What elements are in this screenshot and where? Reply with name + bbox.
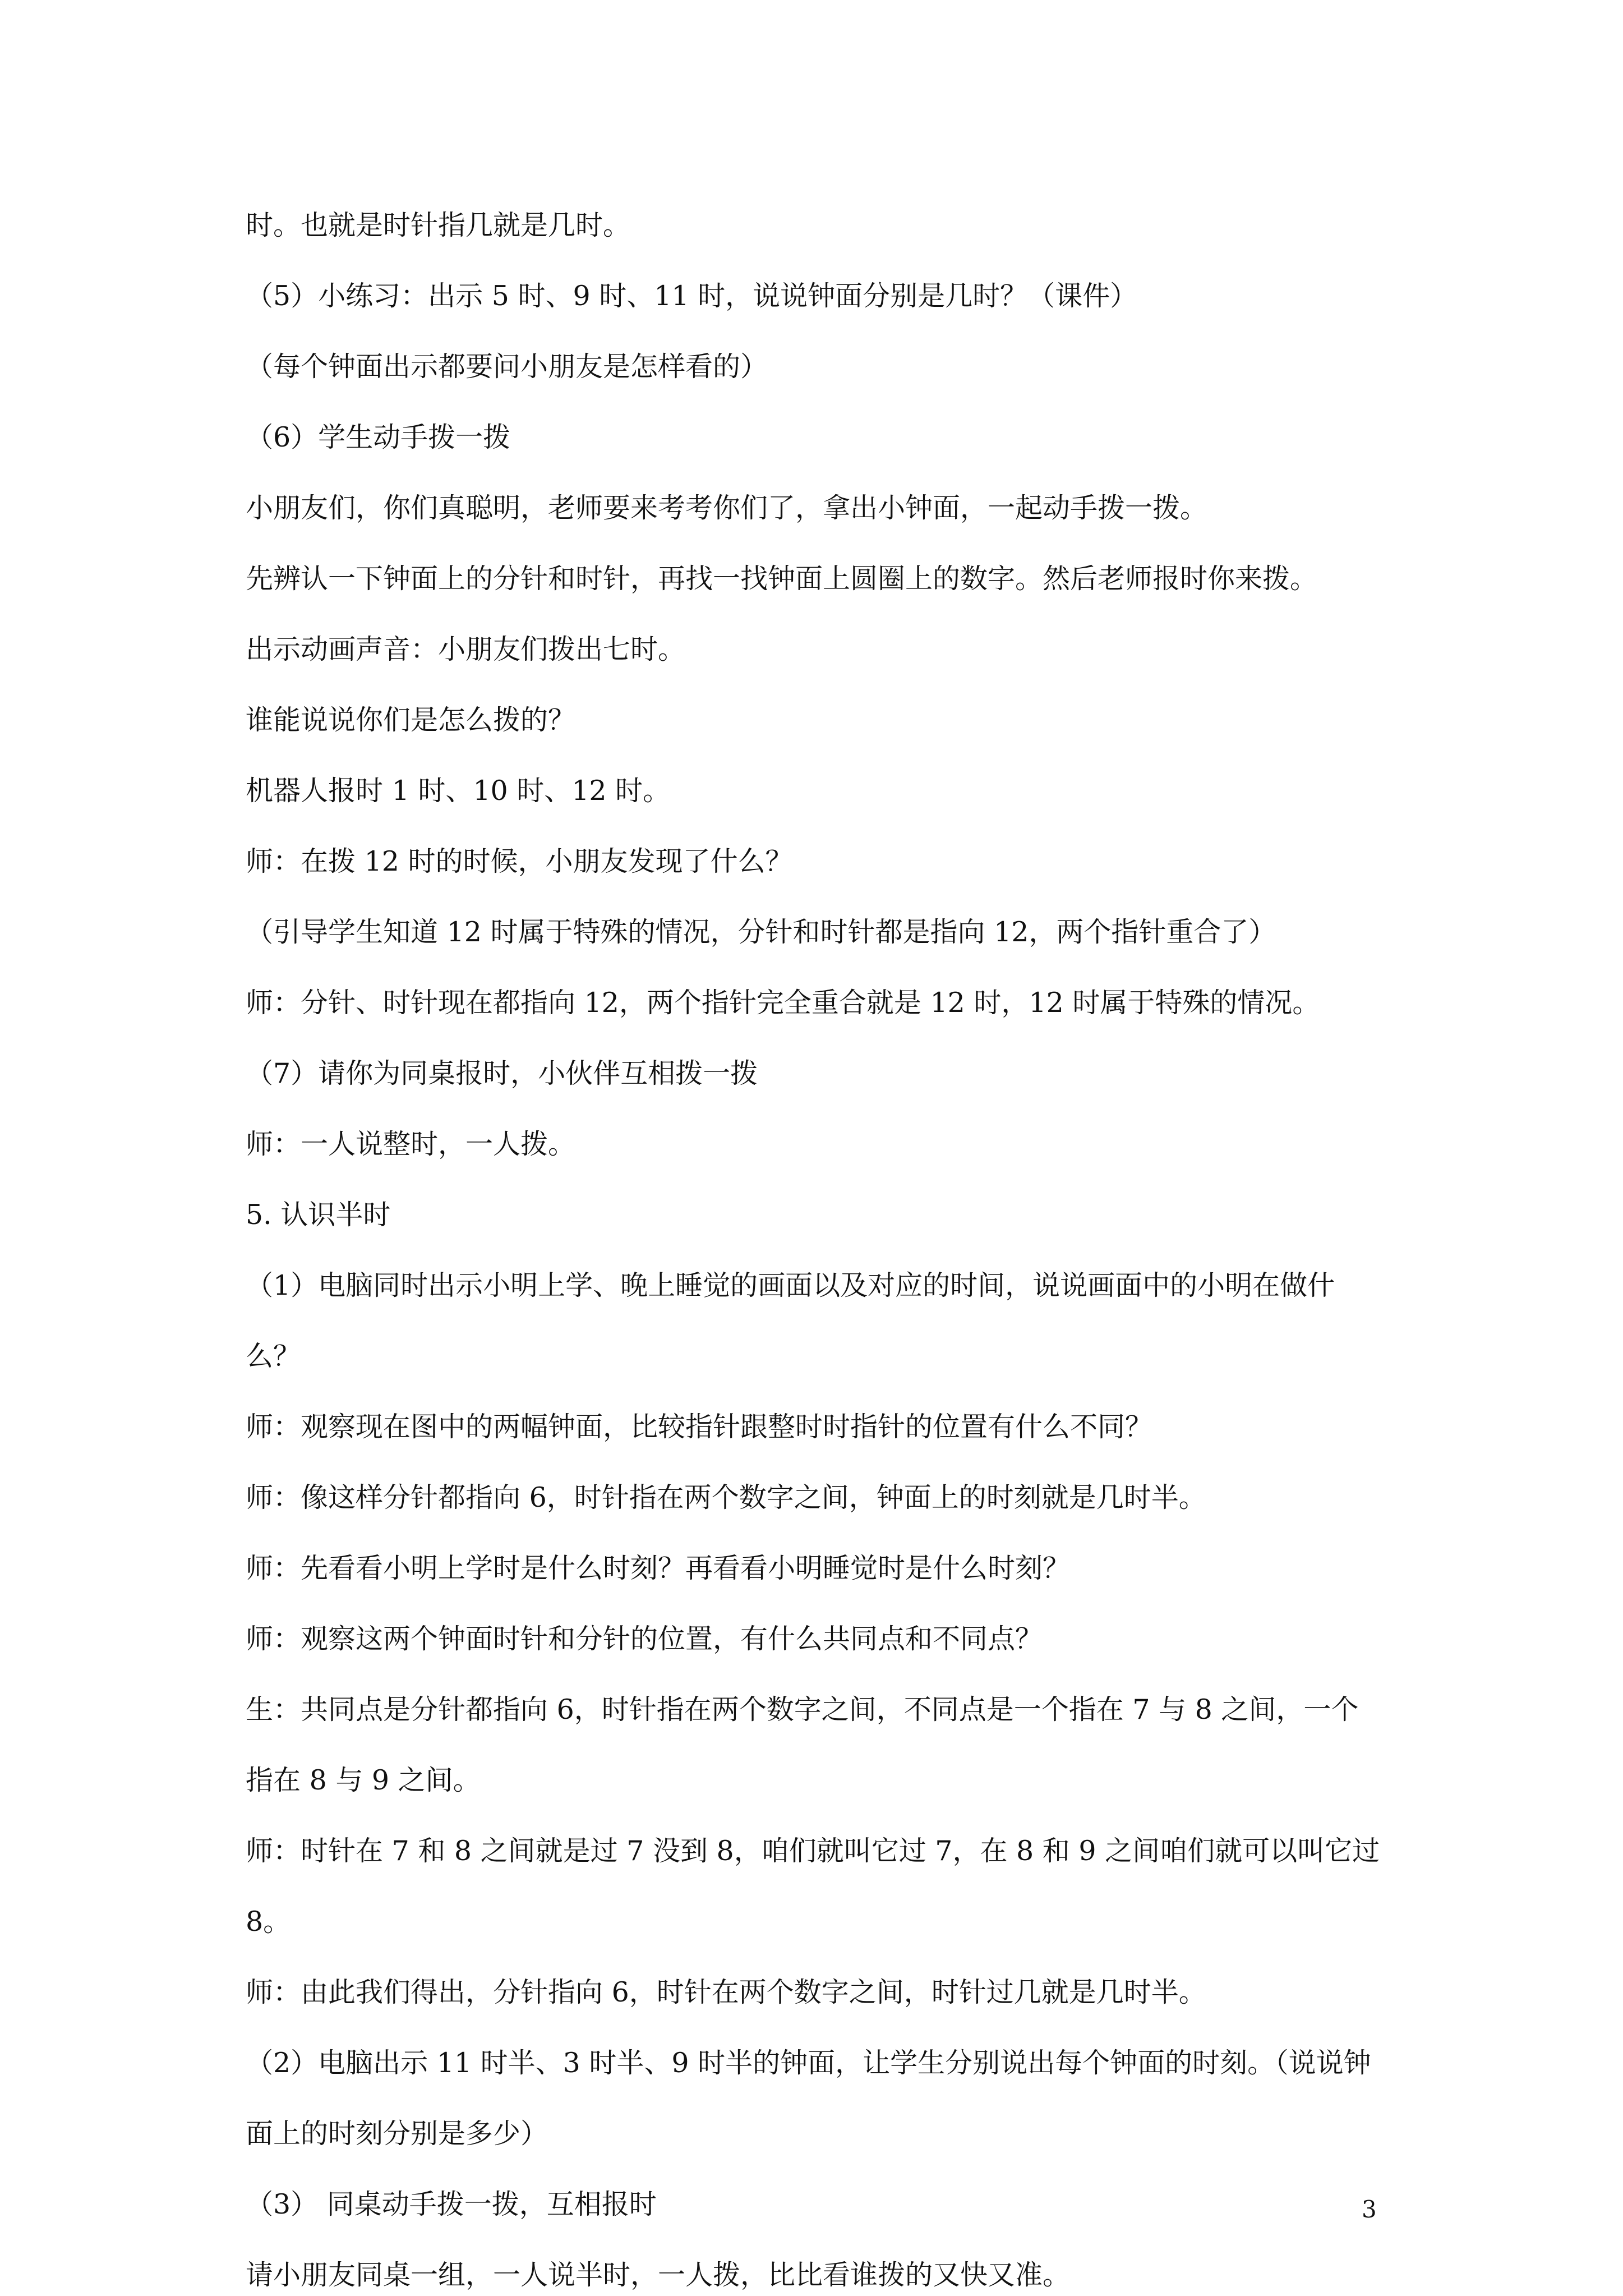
text-line: 请小朋友同桌一组，一人说半时，一人拨，比比看谁拨的又快又准。 (246, 2259, 1071, 2291)
text-line: 小朋友们，你们真聪明，老师要来考考你们了，拿出小钟面，一起动手拨一拨。 (246, 492, 1208, 524)
text-line: 出示动画声音：小朋友们拨出七时。 (246, 633, 686, 665)
text-line: （每个钟面出示都要问小朋友是怎样看的） (246, 351, 768, 383)
text-line: （6）学生动手拨一拨 (246, 421, 511, 453)
text-line: （引导学生知道 12 时属于特殊的情况，分针和时针都是指向 12，两个指针重合了） (246, 916, 1276, 948)
text-line: 么？ (246, 1340, 301, 1372)
text-line: 师：观察现在图中的两幅钟面，比较指针跟整时时指针的位置有什么不同？ (246, 1411, 1153, 1443)
text-line: 指在 8 与 9 之间。 (246, 1764, 481, 1796)
text-line: 师：时针在 7 和 8 之间就是过 7 没到 8，咱们就叫它过 7，在 8 和 9 之间咱们就可以叫它过 (246, 1835, 1380, 1867)
text-line: 师：先看看小明上学时是什么时刻？再看看小明睡觉时是什么时刻？ (246, 1552, 1071, 1584)
text-line: 时。也就是时针指几就是几时。 (246, 209, 631, 241)
text-line: 先辨认一下钟面上的分针和时针，再找一找钟面上圆圈上的数字。然后老师报时你来拨。 (246, 563, 1318, 595)
text-line: 谁能说说你们是怎么拨的？ (246, 704, 576, 736)
section-heading: 5. 认识半时 (246, 1199, 391, 1231)
text-line: （5）小练习：出示 5 时、9 时、11 时，说说钟面分别是几时？（课件） (246, 280, 1138, 312)
text-line: 师：像这样分针都指向 6，时针指在两个数字之间，钟面上的时刻就是几时半。 (246, 1481, 1206, 1513)
text-line: 师：在拨 12 时的时候，小朋友发现了什么？ (246, 845, 793, 877)
text-line: 师：分针、时针现在都指向 12，两个指针完全重合就是 12 时，12 时属于特殊的情况。 (246, 987, 1320, 1019)
text-line: （3） 同桌动手拨一拨，互相报时 (246, 2188, 657, 2220)
page-number: 3 (1362, 2196, 1377, 2223)
document-body (246, 208, 1390, 2293)
text-line: 师：一人说整时，一人拨。 (246, 1128, 576, 1160)
text-line: （1）电脑同时出示小明上学、晚上睡觉的画面以及对应的时间，说说画面中的小明在做什 (246, 1269, 1335, 1301)
text-line: 师：观察这两个钟面时针和分针的位置，有什么共同点和不同点？ (246, 1623, 1043, 1655)
text-line: （7）请你为同桌报时，小伙伴互相拨一拨 (246, 1057, 758, 1089)
text-line: （2）电脑出示 11 时半、3 时半、9 时半的钟面，让学生分别说出每个钟面的时刻。（说说钟 (246, 2047, 1371, 2079)
text-line: 机器人报时 1 时、10 时、12 时。 (246, 775, 671, 807)
text-line: 生：共同点是分针都指向 6，时针指在两个数字之间，不同点是一个指在 7 与 8 之间，一个 (246, 1694, 1359, 1726)
text-line: 师：由此我们得出，分针指向 6，时针在两个数字之间，时针过几就是几时半。 (246, 1976, 1206, 2008)
text-line: 面上的时刻分别是多少） (246, 2118, 548, 2150)
text-line: 8。 (246, 1906, 291, 1938)
